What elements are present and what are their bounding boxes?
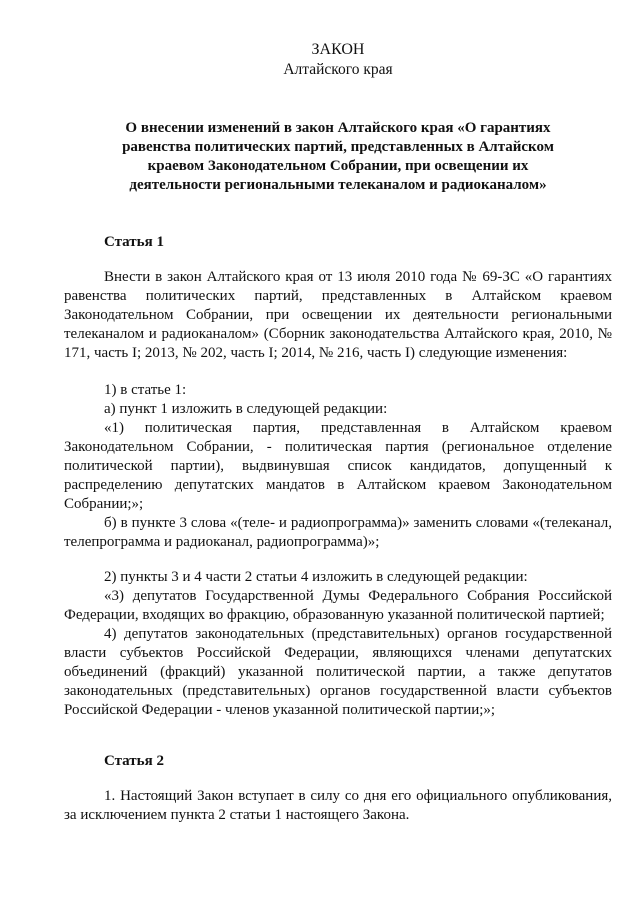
document-title: О внесении изменений в закон Алтайского края «О гарантиях равенства политических партий, представленных в Алтайском краевом Законодательном Собрании, при освещении их деятельности региональными телеканалом и радиоканалом» [122,120,554,193]
article-1-item-1a: а) пункт 1 изложить в следующей редакции: [104,401,388,417]
article-1-item-1: 1) в статье 1: [104,382,187,398]
article-2-heading: Статья 2 [104,753,164,769]
article-1-heading: Статья 1 [104,234,164,250]
article-1-intro: Внести в закон Алтайского края от 13 июля 2010 года № 69-ЗС «О гарантиях равенства политических партий, представленных в Алтайском краевом Законодательном Собрании, при освещении их деятельности региональными телеканалом и радиоканалом» (Сборник законодательства Алтайского края, 2010, № 171, часть I; 2013, № 202, часть I; 2014, № 216, часть I) следующие изменения: [64,269,612,361]
article-1-item-2: 2) пункты 3 и 4 части 2 статьи 4 изложить в следующей редакции: [104,569,528,585]
document-region: Алтайского края [283,61,393,78]
document-type: ЗАКОН [311,41,365,58]
document-page [64,40,612,825]
article-1-item-2-point-4: 4) депутатов законодательных (представительных) органов государственной власти субъектов Российской Федерации, являющихся членами депутатских объединений (фракций) указанной политической партии, а также депутатов законодательных (представительных) органов государственной власти субъектов Российской Федерации - членов указанной политической партии;»; [64,626,612,718]
article-1-item-1a-text: «1) политическая партия, представленная в Алтайском краевом Законодательном Собрании, - политическая партия (региональное отделение политической партии), выдвинувшая список кандидатов, допущенный к распределению депутатских мандатов в Алтайском краевом Законодательном Собрании;»; [64,420,612,512]
article-2-item-1: 1. Настоящий Закон вступает в силу со дня его официального опубликования, за исключением пункта 2 статьи 1 настоящего Закона. [64,788,612,823]
article-1-item-1b: б) в пункте 3 слова «(теле- и радиопрограмма)» заменить словами «(телеканал, телепрограмма и радиоканал, радиопрограмма)»; [64,515,612,550]
article-1-item-2-point-3: «3) депутатов Государственной Думы Федерального Собрания Российской Федерации, входящих во фракцию, образованную указанной политической партией; [64,588,612,623]
